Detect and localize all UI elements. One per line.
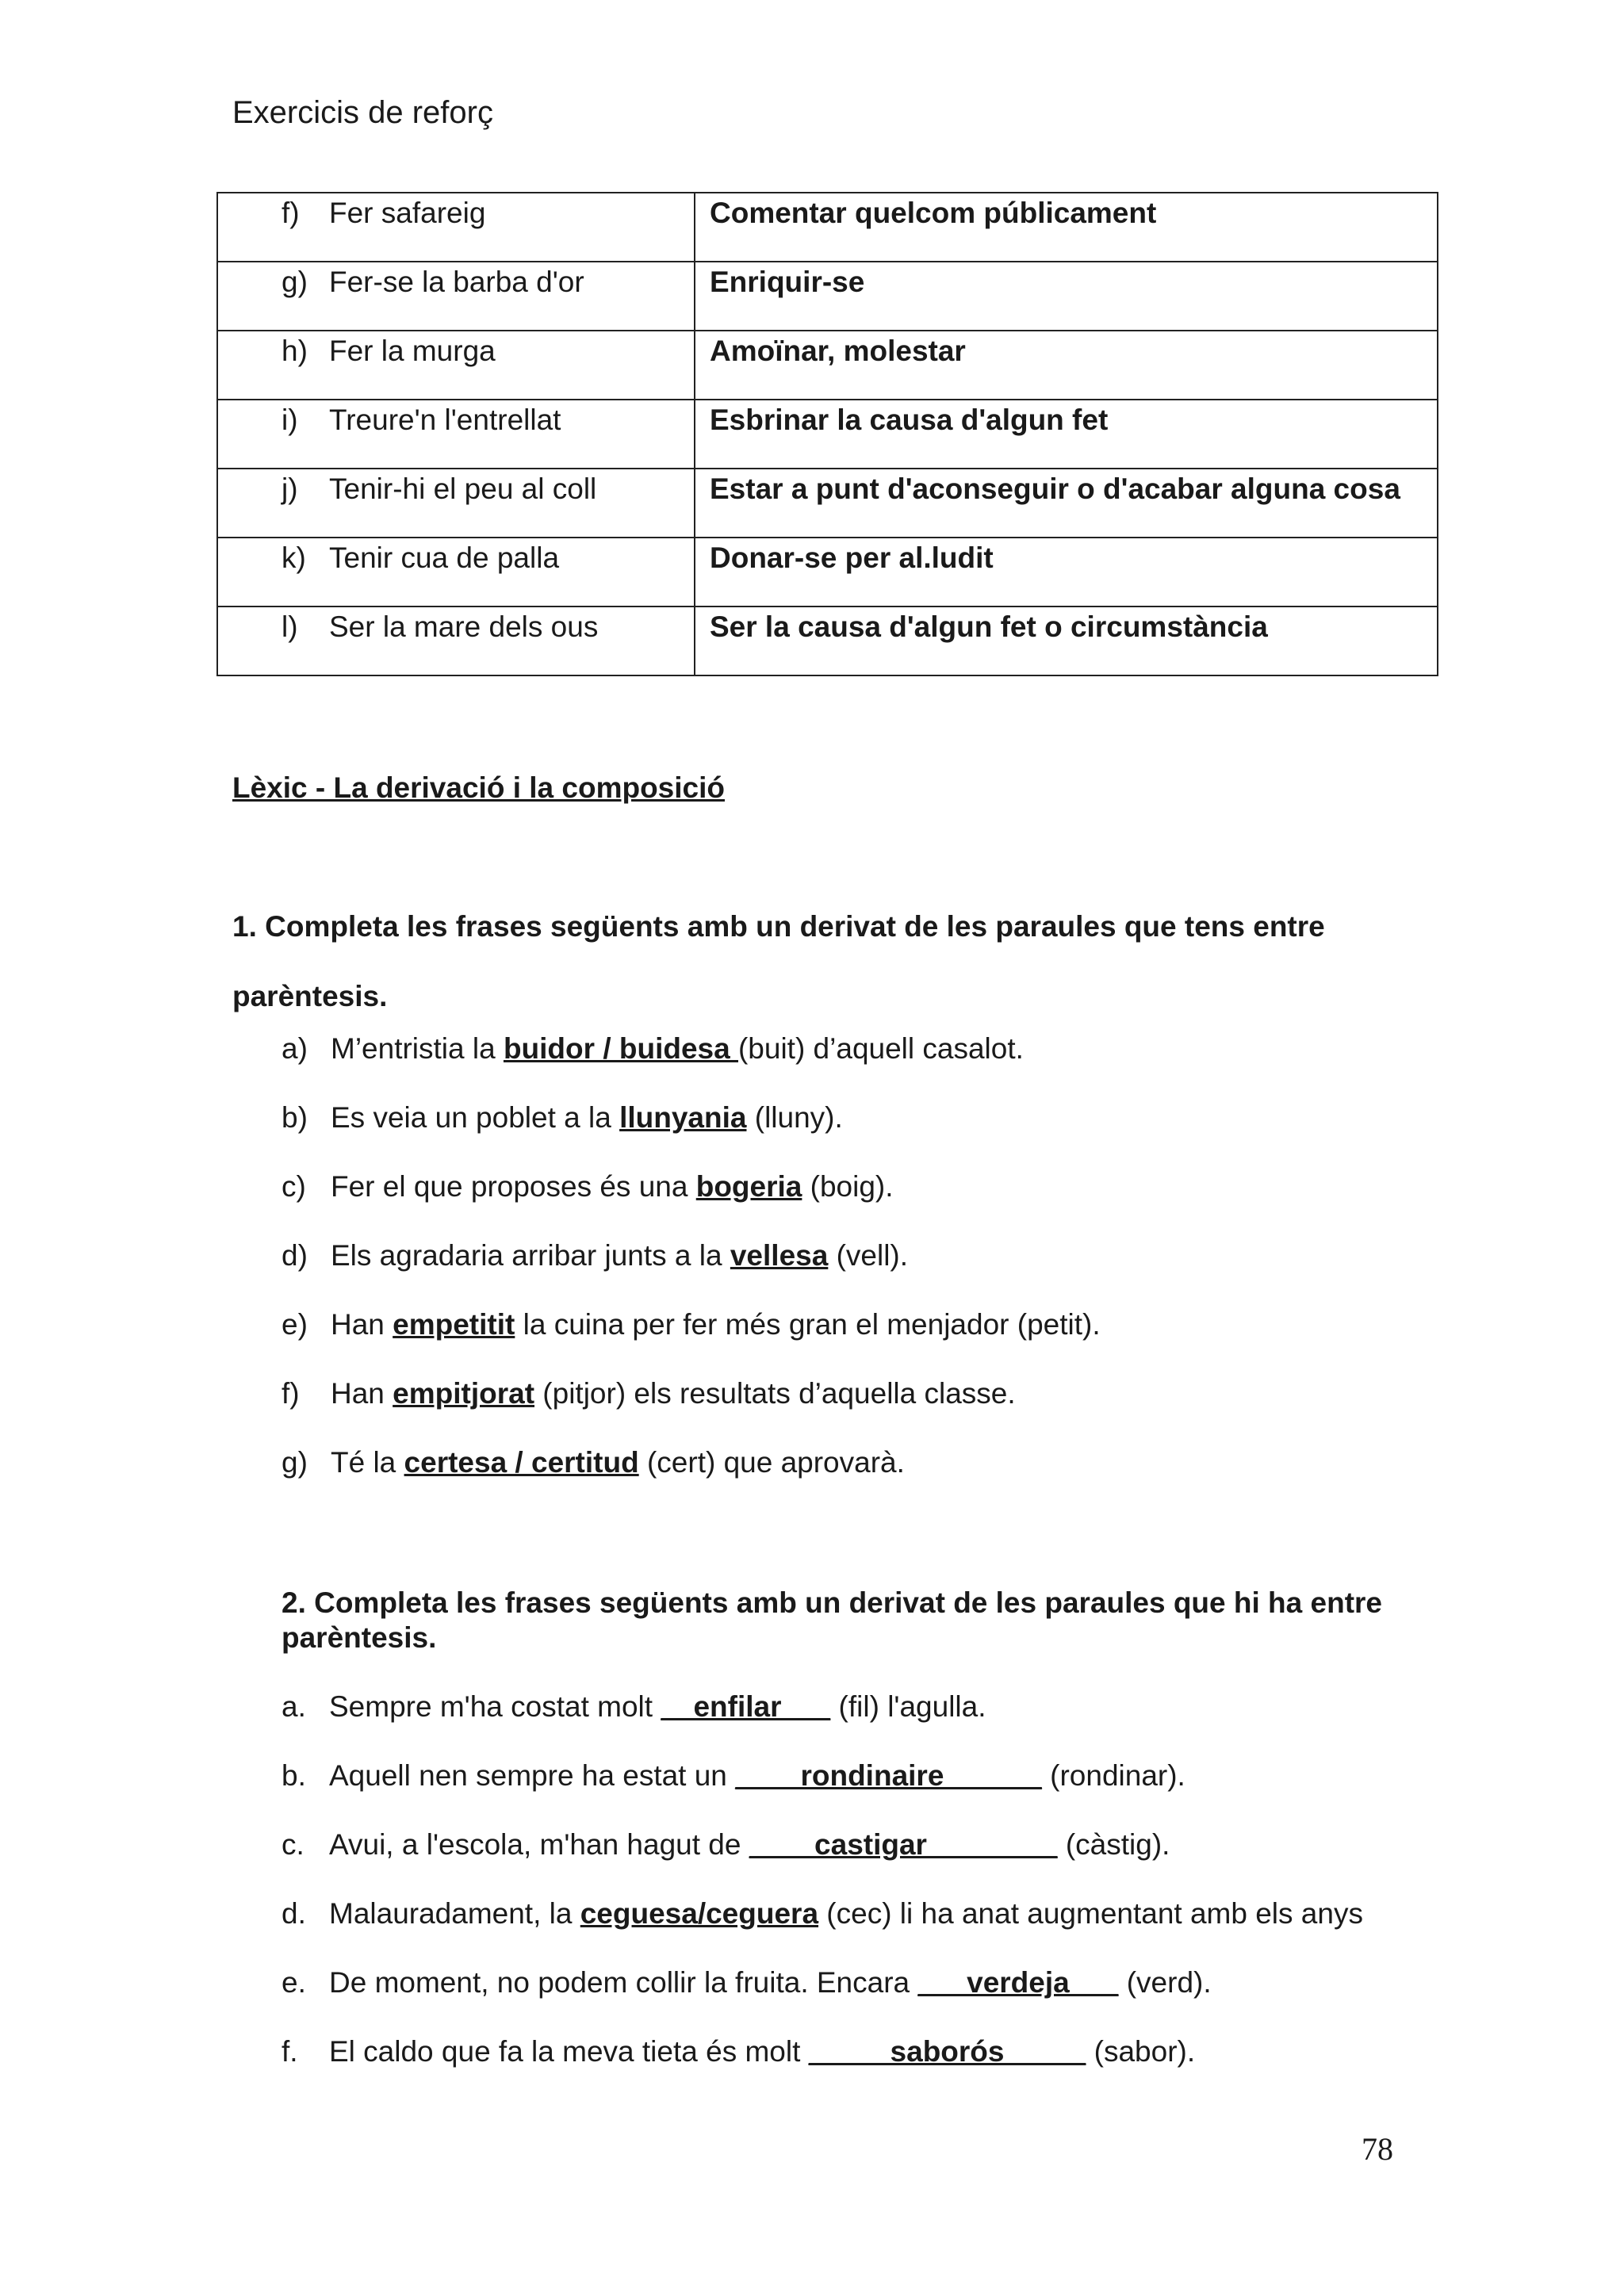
idiom-content xyxy=(218,262,694,299)
item-letter: e. xyxy=(282,1966,306,1999)
sentence-after: (vell). xyxy=(828,1239,909,1272)
list-item xyxy=(282,1101,1101,1170)
idiom-meaning: Enriquir-se xyxy=(710,266,865,298)
sentence-before: Fer el que proposes és una xyxy=(331,1170,696,1203)
item-sentence xyxy=(329,1690,986,1759)
table-row xyxy=(217,538,1438,607)
page-number: 78 xyxy=(1362,2131,1393,2167)
idiom-cell xyxy=(217,262,695,331)
exercise2-title: 2. Completa les frases següents amb un derivat de les paraules que hi ha entre parèntesis. xyxy=(282,1586,1382,1654)
item-sentence xyxy=(331,1239,908,1308)
sentence-after: (cec) li ha anat augmentant amb els anys xyxy=(818,1897,1363,1930)
sentence-before: Els agradaria arribar junts a la xyxy=(331,1239,730,1272)
item-letter: c) xyxy=(282,1170,306,1203)
answer-word: certesa / certitud xyxy=(404,1446,639,1479)
list-item xyxy=(282,2035,1363,2104)
answer-word: empetitit xyxy=(393,1308,515,1341)
sentence-before: M’entristia la xyxy=(331,1032,504,1065)
exercise1-list xyxy=(282,1032,1101,1515)
idiom-text: Treure'n l'entrellat xyxy=(329,404,561,436)
sentence-after: (fil) l'agulla. xyxy=(830,1690,986,1723)
idiom-cell xyxy=(217,469,695,538)
answer-word: llunyania xyxy=(619,1101,747,1134)
idiom-text: Tenir cua de palla xyxy=(329,541,560,574)
sentence-before: Té la xyxy=(331,1446,404,1479)
table-row xyxy=(217,262,1438,331)
sentence-before: Aquell nen sempre ha estat un xyxy=(329,1759,736,1792)
item-letter: c. xyxy=(282,1828,304,1861)
table-row xyxy=(217,607,1438,675)
sentence-before: Han xyxy=(331,1308,393,1341)
idiom-content xyxy=(218,400,694,437)
list-item xyxy=(282,1897,1363,1966)
list-item xyxy=(282,1759,1363,1828)
idiom-cell xyxy=(217,607,695,675)
list-item xyxy=(282,1828,1363,1897)
sentence-after: (rondinar). xyxy=(1041,1759,1185,1792)
list-item xyxy=(282,1377,1101,1446)
page-header: Exercicis de reforç xyxy=(232,95,493,130)
item-letter: b) xyxy=(282,1101,308,1134)
exercise1-title: 1. Completa les frases següents amb un derivat de les paraules que tens entre parèntesis. xyxy=(232,910,1325,1012)
idiom-letter: g) xyxy=(282,266,308,298)
sentence-before: Han xyxy=(331,1377,393,1410)
answer-word: empitjorat xyxy=(393,1377,535,1410)
item-letter: a. xyxy=(282,1690,306,1723)
answer-word: bogeria xyxy=(695,1170,802,1203)
idiom-cell xyxy=(217,400,695,469)
item-sentence xyxy=(329,2035,1195,2104)
idiom-content xyxy=(218,538,694,575)
item-letter: a) xyxy=(282,1032,308,1065)
idiom-text: Fer la murga xyxy=(329,335,496,367)
item-sentence xyxy=(329,1897,1363,1966)
list-item xyxy=(282,1170,1101,1239)
idiom-meaning: Amoïnar, molestar xyxy=(710,335,966,367)
sentence-after: (buit) d’aquell casalot. xyxy=(737,1032,1024,1065)
sentence-before: Malauradament, la xyxy=(329,1897,580,1930)
idiom-meaning: Estar a punt d'aconseguir o d'acabar alguna cosa xyxy=(710,473,1400,505)
list-item xyxy=(282,1032,1101,1101)
item-sentence xyxy=(329,1828,1170,1897)
answer-word: ceguesa/ceguera xyxy=(580,1897,819,1930)
item-sentence xyxy=(329,1966,1212,2035)
item-letter: d) xyxy=(282,1239,308,1272)
meaning-cell xyxy=(695,331,1438,400)
meaning-cell xyxy=(695,400,1438,469)
item-sentence xyxy=(331,1170,894,1239)
sentence-before: Sempre m'ha costat molt xyxy=(329,1690,661,1723)
idiom-content xyxy=(218,469,694,506)
idiom-cell xyxy=(217,331,695,400)
answer-word: buidor / buidesa xyxy=(503,1032,738,1065)
idiom-letter: i) xyxy=(282,404,298,436)
item-sentence xyxy=(331,1446,905,1515)
idiom-text: Ser la mare dels ous xyxy=(329,610,599,643)
idiom-letter: f) xyxy=(282,197,300,229)
answer-word: __enfilar___ xyxy=(661,1690,831,1723)
table-row xyxy=(217,331,1438,400)
sentence-before: El caldo que fa la meva tieta és molt xyxy=(329,2035,809,2068)
sentence-before: De moment, no podem collir la fruita. Encara xyxy=(329,1966,918,1999)
answer-word: ____rondinaire______ xyxy=(735,1759,1042,1792)
idiom-letter: j) xyxy=(282,473,298,505)
idiom-letter: k) xyxy=(282,541,306,574)
item-letter: e) xyxy=(282,1308,308,1341)
idiom-meaning: Ser la causa d'algun fet o circumstància xyxy=(710,610,1268,643)
idiom-content xyxy=(218,607,694,644)
sentence-after: (lluny). xyxy=(746,1101,843,1134)
list-item xyxy=(282,1308,1101,1377)
list-item xyxy=(282,1690,1363,1759)
sentence-before: Avui, a l'escola, m'han hagut de xyxy=(329,1828,749,1861)
table-row xyxy=(217,193,1438,262)
item-letter: f) xyxy=(282,1377,300,1410)
idiom-content xyxy=(218,193,694,230)
table-row xyxy=(217,400,1438,469)
item-sentence xyxy=(331,1032,1024,1101)
sentence-after: (cert) que aprovarà. xyxy=(638,1446,905,1479)
sentence-after: (boig). xyxy=(802,1170,894,1203)
idiom-meaning: Donar-se per al.ludit xyxy=(710,541,994,574)
item-sentence xyxy=(331,1101,843,1170)
exercise2-list xyxy=(282,1690,1363,2104)
sentence-before: Es veia un poblet a la xyxy=(331,1101,620,1134)
item-letter: b. xyxy=(282,1759,306,1792)
idiom-text: Tenir-hi el peu al coll xyxy=(329,473,597,505)
idiom-meaning: Esbrinar la causa d'algun fet xyxy=(710,404,1109,436)
meaning-cell xyxy=(695,607,1438,675)
meaning-cell xyxy=(695,262,1438,331)
meaning-cell xyxy=(695,538,1438,607)
item-letter: d. xyxy=(282,1897,306,1930)
item-sentence xyxy=(331,1308,1101,1377)
answer-word: vellesa xyxy=(730,1239,829,1272)
list-item xyxy=(282,1446,1101,1515)
idiom-cell xyxy=(217,538,695,607)
idiom-cell xyxy=(217,193,695,262)
idiom-letter: l) xyxy=(282,610,298,643)
meaning-cell xyxy=(695,469,1438,538)
answer-word: _____saborós_____ xyxy=(808,2035,1086,2068)
list-item xyxy=(282,1239,1101,1308)
meaning-cell xyxy=(695,193,1438,262)
sentence-after: (pitjor) els resultats d’aquella classe. xyxy=(534,1377,1016,1410)
idiom-letter: h) xyxy=(282,335,308,367)
item-letter: g) xyxy=(282,1446,308,1479)
answer-word: ____castigar________ xyxy=(749,1828,1058,1861)
idioms-table xyxy=(216,192,1438,676)
section-title: Lèxic - La derivació i la composició xyxy=(232,771,725,804)
item-letter: f. xyxy=(282,2035,298,2068)
idiom-text: Fer-se la barba d'or xyxy=(329,266,584,298)
sentence-after: la cuina per fer més gran el menjador (petit). xyxy=(515,1308,1101,1341)
sentence-after: (sabor). xyxy=(1086,2035,1196,2068)
sentence-after: (càstig). xyxy=(1057,1828,1170,1861)
idiom-text: Fer safareig xyxy=(329,197,486,229)
item-sentence xyxy=(331,1377,1016,1446)
sentence-after: (verd). xyxy=(1118,1966,1212,1999)
table-row xyxy=(217,469,1438,538)
item-sentence xyxy=(329,1759,1185,1828)
idiom-content xyxy=(218,331,694,368)
list-item xyxy=(282,1966,1363,2035)
idiom-meaning: Comentar quelcom públicament xyxy=(710,197,1157,229)
answer-word: ___verdeja___ xyxy=(917,1966,1119,1999)
